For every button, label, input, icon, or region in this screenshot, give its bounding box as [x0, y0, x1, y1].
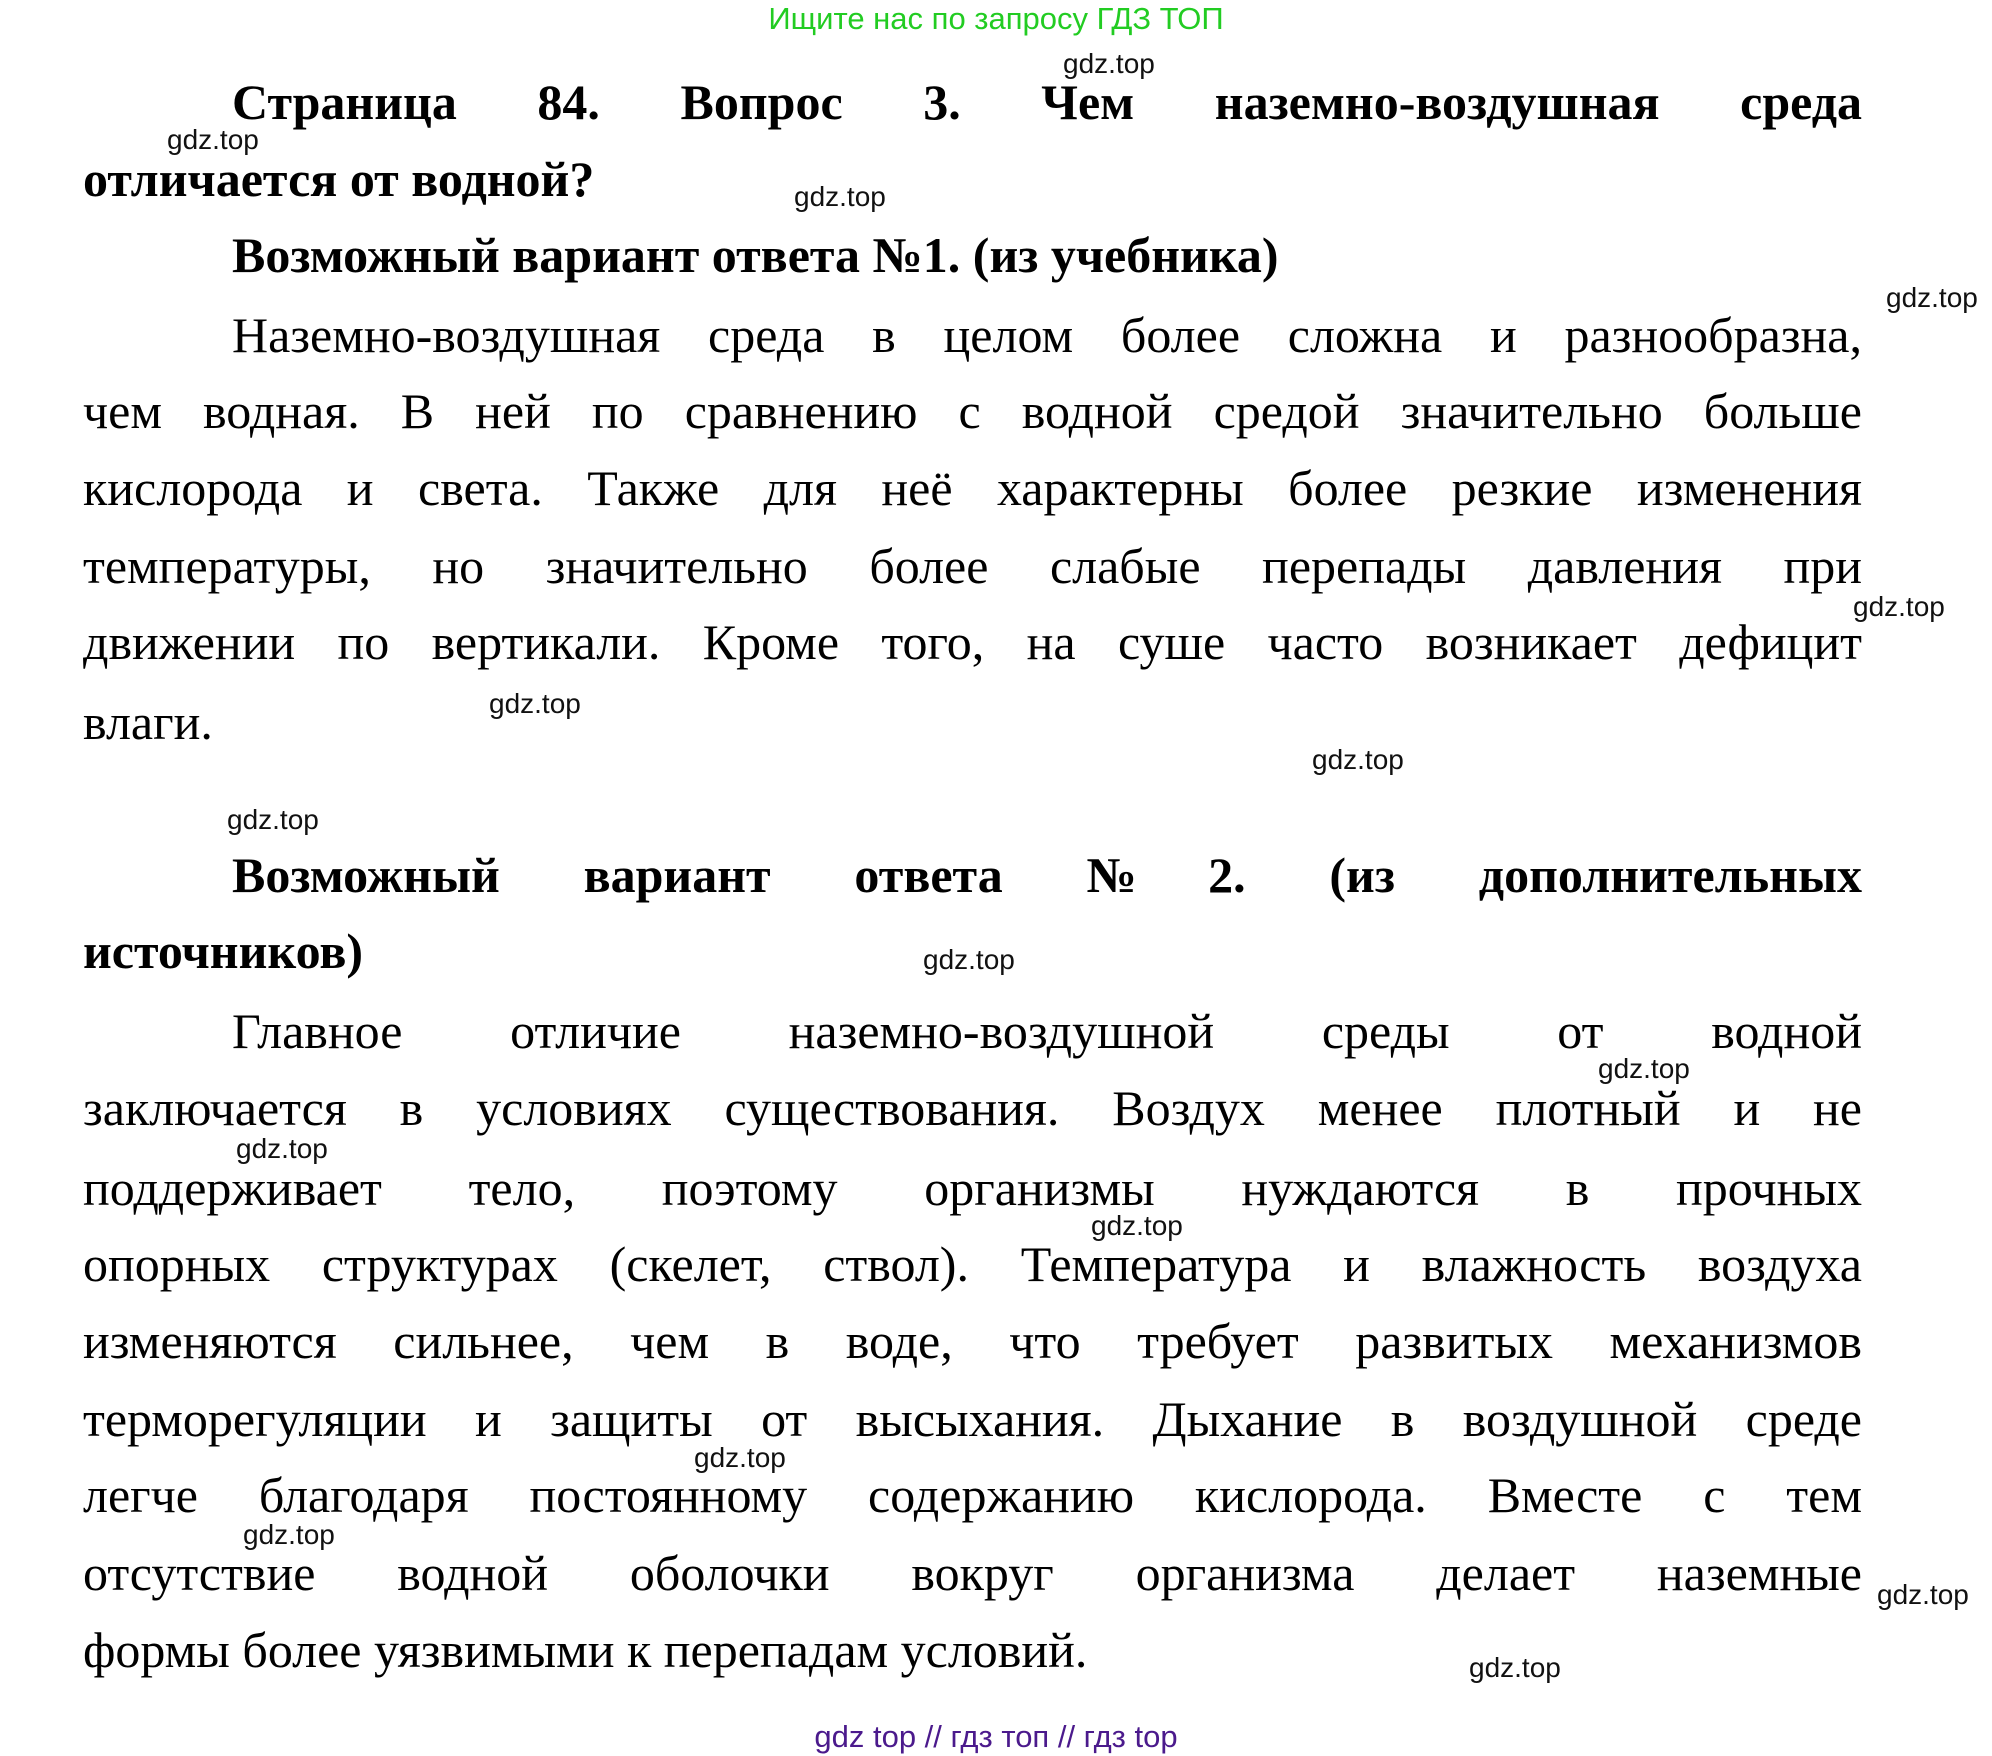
answer1-heading: Возможный вариант ответа №1. (из учебника)	[232, 227, 1279, 283]
question-title-line1: Страница 84. Вопрос 3. Чем наземно-воздушная среда	[232, 74, 1862, 130]
watermark: gdz.top	[1312, 744, 1404, 775]
answer2-line: Главное отличие наземно-воздушной среды от водной	[232, 1003, 1862, 1059]
answer2-line: опорных структурах (скелет, ствол). Температура и влажность воздуха	[83, 1236, 1862, 1292]
footer-links: gdz top // гдз топ // гдз top	[814, 1719, 1178, 1754]
watermark: gdz.top	[923, 944, 1015, 975]
answer2-line: изменяются сильнее, чем в воде, что требует развитых механизмов	[83, 1313, 1862, 1369]
watermark: gdz.top	[236, 1133, 328, 1164]
answer2-line: отсутствие водной оболочки вокруг организма делает наземные	[83, 1545, 1862, 1601]
watermark: gdz.top	[1063, 48, 1155, 79]
answer2-line: легче благодаря постоянному содержанию кислорода. Вместе с тем	[83, 1467, 1862, 1523]
answer1-line: чем водная. В ней по сравнению с водной средой значительно больше	[83, 383, 1862, 439]
watermark: gdz.top	[1598, 1053, 1690, 1084]
watermark: gdz.top	[243, 1519, 335, 1550]
watermark: gdz.top	[167, 124, 259, 155]
answer1-line: движении по вертикали. Кроме того, на суше часто возникает дефицит	[83, 614, 1862, 670]
question-title-line2: отличается от водной?	[83, 151, 595, 207]
watermark: gdz.top	[794, 181, 886, 212]
answer2-heading-line2: источников)	[83, 923, 363, 979]
watermark: gdz.top	[1886, 282, 1978, 313]
answer2-heading-line1: Возможный вариант ответа №2. (из дополнительных	[232, 847, 1862, 903]
answer2-line: формы более уязвимыми к перепадам условий.	[83, 1622, 1088, 1678]
watermark: gdz.top	[1091, 1210, 1183, 1241]
answer2-line: заключается в условиях существования. Воздух менее плотный и не	[83, 1080, 1862, 1136]
answer1-line: Наземно-воздушная среда в целом более сложна и разнообразна,	[232, 307, 1862, 363]
watermark: gdz.top	[694, 1442, 786, 1473]
answer2-line: терморегуляции и защиты от высыхания. Дыхание в воздушной среде	[83, 1391, 1862, 1447]
answer2-line: поддерживает тело, поэтому организмы нуждаются в прочных	[83, 1160, 1862, 1216]
watermark: gdz.top	[1853, 591, 1945, 622]
answer1-line: кислорода и света. Также для неё характерны более резкие изменения	[83, 460, 1862, 516]
watermark: gdz.top	[1469, 1652, 1561, 1683]
search-banner: Ищите нас по запросу ГДЗ ТОП	[768, 1, 1224, 36]
answer1-line: влаги.	[83, 694, 213, 750]
watermark: gdz.top	[489, 688, 581, 719]
watermark: gdz.top	[1877, 1579, 1969, 1610]
answer1-line: температуры, но значительно более слабые перепады давления при	[83, 538, 1862, 594]
watermark: gdz.top	[227, 804, 319, 835]
